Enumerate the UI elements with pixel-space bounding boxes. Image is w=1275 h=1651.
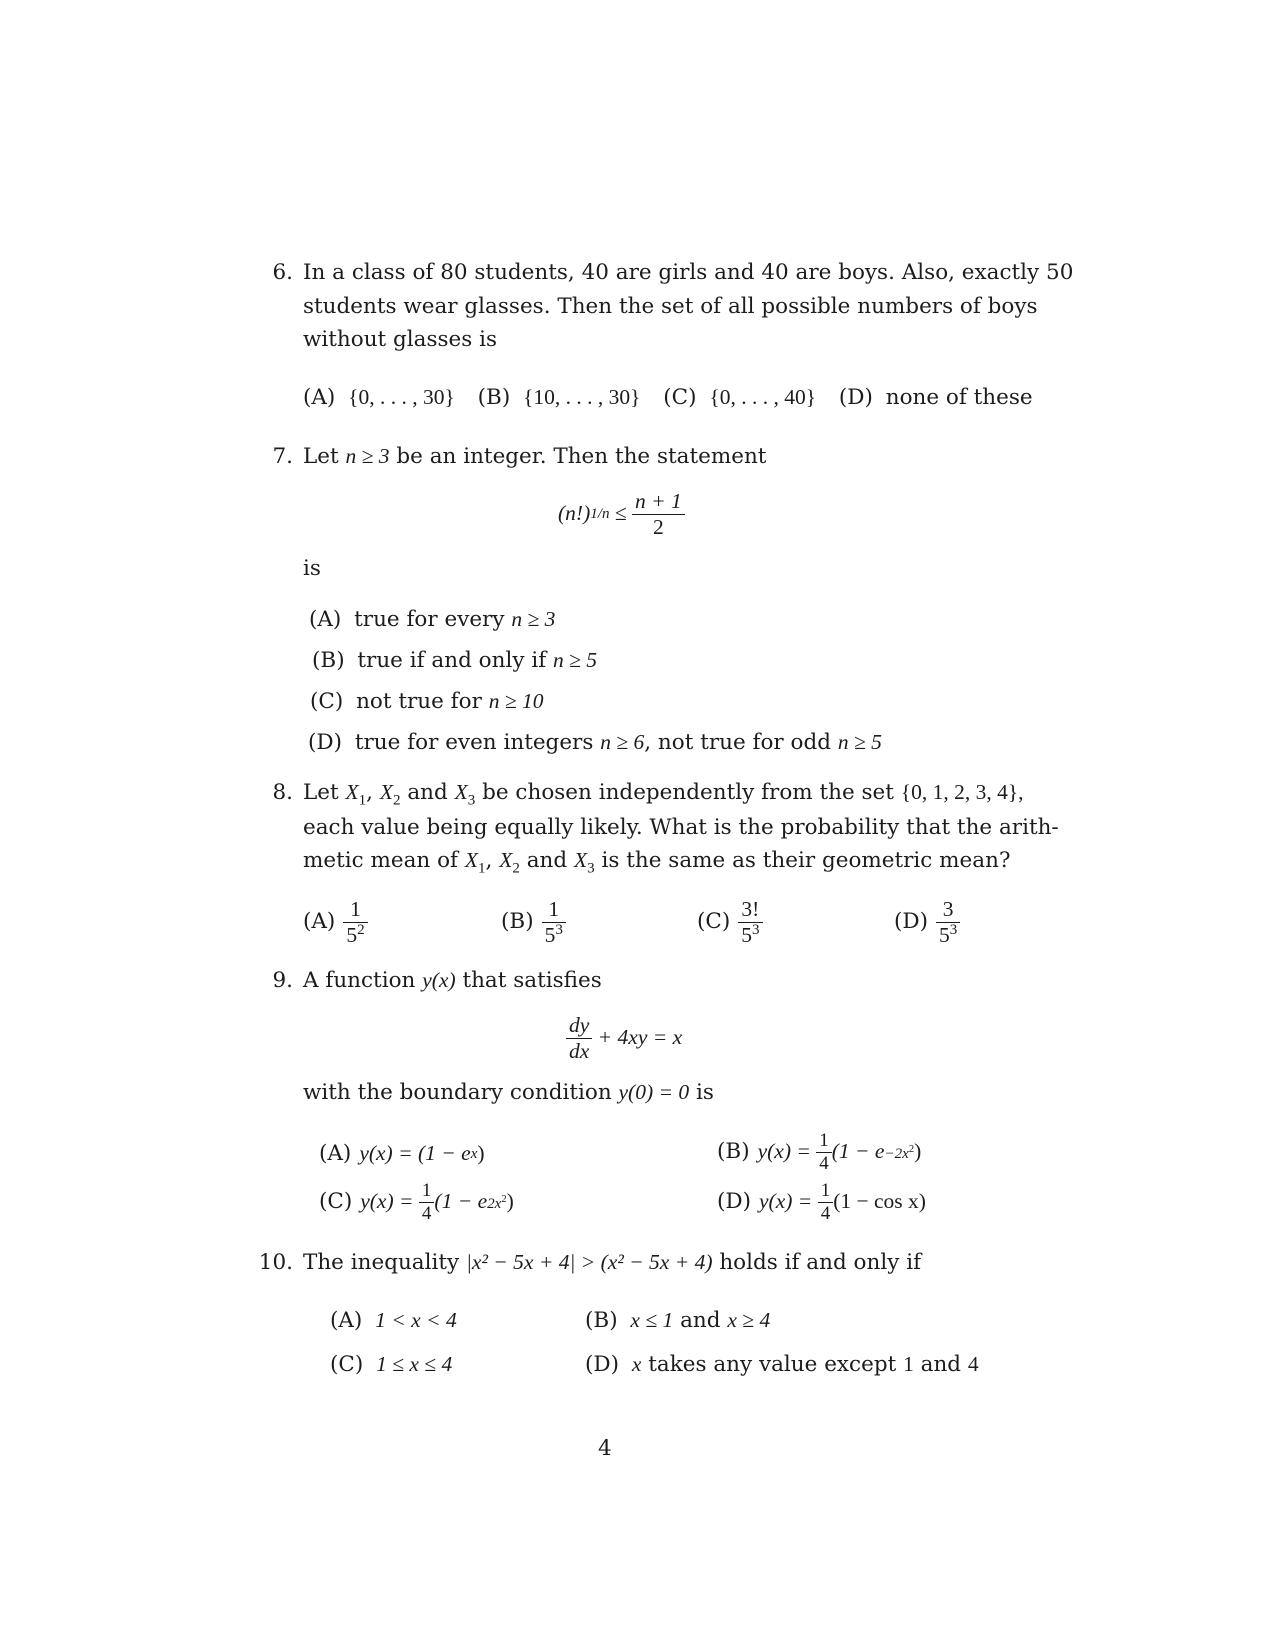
q7-opt-a xyxy=(309,609,555,631)
q9-opt-c-close: ) xyxy=(506,1189,514,1214)
q8-opt-a-frac xyxy=(343,897,367,947)
q7-opt-d-math1: n ≥ 6 xyxy=(600,730,645,754)
q8-opt-c-label: (C) xyxy=(697,909,731,935)
q7-opt-b xyxy=(312,650,597,672)
q8-l3-x3: X xyxy=(573,848,588,872)
q8-l3-x2: X xyxy=(499,848,513,872)
q8-x2-sub: 2 xyxy=(392,792,401,809)
q8-x3-sub: 3 xyxy=(467,792,476,809)
q9-opt-c-sq: 2 xyxy=(501,1193,507,1205)
q7-opt-c-label: (C) xyxy=(310,689,344,714)
q6-number: 6. xyxy=(272,260,293,285)
q8-line3 xyxy=(303,848,1011,877)
q7-formula-frac xyxy=(632,489,685,539)
q9-equation xyxy=(566,1012,682,1064)
q10-stem-a: The inequality xyxy=(303,1250,466,1275)
q8-line2: each value being equally likely. What is the probability that the arith- xyxy=(303,815,1059,840)
q6-opt-d: none of these xyxy=(885,385,1033,410)
q9-opt-d-frac xyxy=(818,1180,834,1225)
q9-bc-b: is xyxy=(689,1080,714,1105)
q9-opt-d-yx: y(x) = xyxy=(759,1189,818,1214)
q8-l1-a: Let xyxy=(303,780,346,805)
q9-opt-c-den: 4 xyxy=(419,1202,435,1225)
q8-opt-a-label: (A) xyxy=(303,909,336,935)
q9-stem xyxy=(303,970,602,992)
q8-opt-b-exp: 3 xyxy=(555,921,563,938)
q7-opt-d-text1: true for even integers xyxy=(354,730,601,755)
q8-x3: X xyxy=(454,780,468,804)
q9-opt-c-yx: y(x) = xyxy=(360,1189,419,1214)
q8-opt-a-den: 5 xyxy=(346,922,358,947)
q6-line3: without glasses is xyxy=(303,327,498,352)
q7-frac-num: n + 1 xyxy=(635,488,682,513)
q6-opt-a-label: (A) xyxy=(303,385,336,410)
q9-opt-b-sq: 2 xyxy=(908,1143,915,1155)
q7-stem-var: n ≥ 3 xyxy=(345,444,390,468)
q10-opt-c-math: 1 ≤ x ≤ 4 xyxy=(376,1352,453,1376)
q8-opt-d-exp: 3 xyxy=(949,921,958,938)
q8-comma: , xyxy=(366,780,380,805)
q8-opt-a-exp: 2 xyxy=(357,921,365,938)
q8-opt-b-num: 1 xyxy=(548,896,560,921)
q8-opt-a-num: 1 xyxy=(350,896,361,921)
q9-opt-b-den: 4 xyxy=(816,1152,832,1175)
q8-number: 8. xyxy=(272,780,293,805)
q10-opt-c-label: (C) xyxy=(330,1352,364,1377)
q9-opt-b-close: ) xyxy=(914,1139,922,1164)
q6-options xyxy=(303,387,1033,409)
q9-opt-d-label: (D) xyxy=(717,1189,752,1215)
q9-opt-c-rest: (1 − e xyxy=(434,1189,488,1214)
q10-stem-math: |x² − 5x + 4| > (x² − 5x + 4) xyxy=(466,1250,713,1274)
q9-opt-c-num: 1 xyxy=(421,1179,432,1201)
q8-opt-d-label: (D) xyxy=(894,909,929,935)
q9-opt-c-exp: 2x xyxy=(487,1196,502,1212)
q7-stem xyxy=(303,446,766,468)
q8-opt-d-frac xyxy=(936,897,960,947)
q9-number: 9. xyxy=(272,968,293,993)
q8-opt-d-num: 3 xyxy=(942,896,954,921)
q10-opt-b-m1: x ≤ 1 xyxy=(630,1308,674,1332)
q9-bc-a: with the boundary condition xyxy=(303,1080,619,1105)
q10-opt-c xyxy=(330,1354,452,1376)
q9-opt-d-rest: (1 − cos x) xyxy=(833,1189,926,1214)
q7-opt-c-text: not true for xyxy=(356,689,489,714)
q7-opt-b-label: (B) xyxy=(312,648,345,673)
q10-opt-d-1: 1 xyxy=(903,1352,914,1376)
q9-opt-b-label: (B) xyxy=(717,1139,750,1165)
q9-opt-a: (A) y(x) = (1 − e x ) xyxy=(319,1141,485,1167)
q10-opt-d-label: (D) xyxy=(585,1352,620,1377)
q7-number: 7. xyxy=(272,444,293,469)
q10-opt-b xyxy=(585,1310,770,1332)
q6-opt-c-label: (C) xyxy=(663,385,697,410)
q8-x1: X xyxy=(345,780,359,804)
q9-opt-d-num: 1 xyxy=(820,1179,831,1201)
q9-opt-b-num: 1 xyxy=(819,1129,829,1151)
q8-opt-b-label: (B) xyxy=(501,909,534,935)
q8-opt-c xyxy=(697,896,763,948)
q9-eq-den: dx xyxy=(566,1038,592,1064)
q7-opt-c-math: n ≥ 10 xyxy=(488,689,544,713)
q7-opt-d-text2: , not true for odd xyxy=(644,730,838,755)
q8-opt-b-frac xyxy=(542,897,566,947)
q6-line1: In a class of 80 students, 40 are girls and 40 are boys. Also, exactly 50 xyxy=(303,260,1074,285)
q10-opt-b-label: (B) xyxy=(585,1308,618,1333)
q9-stem-a: A function xyxy=(303,968,423,993)
q7-opt-a-text: true for every xyxy=(354,607,512,632)
q9-opt-c xyxy=(319,1177,514,1227)
q7-frac-den: 2 xyxy=(632,514,685,540)
q10-opt-b-and: and xyxy=(673,1308,728,1333)
q10-stem-b: holds if and only if xyxy=(712,1250,922,1275)
q9-opt-b-exp: −2x xyxy=(884,1146,909,1162)
q9-opt-d xyxy=(717,1177,926,1227)
q9-opt-d-den: 4 xyxy=(818,1202,834,1225)
q8-l3-b: is the same as their geometric mean? xyxy=(594,848,1011,873)
q10-opt-d xyxy=(585,1354,979,1376)
q9-opt-b-rest: (1 − e xyxy=(831,1139,885,1164)
q8-opt-d-den: 5 xyxy=(939,922,950,947)
q7-opt-a-label: (A) xyxy=(309,607,342,632)
q8-l3-x3-sub: 3 xyxy=(587,860,595,877)
q8-l3-x1: X xyxy=(464,848,478,872)
q8-opt-c-exp: 3 xyxy=(751,921,760,938)
q7-formula-lhs: (n!) xyxy=(558,501,591,526)
q7-opt-d-label: (D) xyxy=(308,730,343,755)
q6-line2: students wear glasses. Then the set of all possible numbers of boys xyxy=(303,294,1038,319)
q10-opt-b-m2: x ≥ 4 xyxy=(727,1308,771,1332)
q7-opt-b-text: true if and only if xyxy=(357,648,553,673)
q10-number: 10. xyxy=(258,1250,293,1275)
q9-eq-rest: + 4xy = x xyxy=(592,1025,683,1050)
q9-opt-a-label: (A) xyxy=(319,1141,352,1167)
q6-opt-a: {0, . . . , 30} xyxy=(348,385,455,409)
q7-stem-b: be an integer. Then the statement xyxy=(389,444,767,469)
q7-formula: (n!) 1/n ≤ $\frac{n + 1}{2}$ xyxy=(558,489,685,539)
q8-line1 xyxy=(303,780,1024,809)
q8-opt-b xyxy=(501,896,566,948)
q6-opt-d-label: (D) xyxy=(838,385,873,410)
q9-opt-c-label: (C) xyxy=(319,1189,353,1215)
q8-set: {0, 1, 2, 3, 4}, xyxy=(900,780,1024,804)
q10-opt-a-math: 1 < x < 4 xyxy=(375,1308,457,1332)
q9-opt-b xyxy=(717,1127,921,1177)
q10-opt-d-m: x xyxy=(631,1352,642,1376)
q8-x2: X xyxy=(379,780,393,804)
q7-opt-a-math: n ≥ 3 xyxy=(511,607,556,631)
q9-eq-frac xyxy=(566,1013,592,1063)
q9-opt-a-expr: y(x) = (1 − e xyxy=(359,1141,471,1166)
q9-eq-num: dy xyxy=(569,1012,590,1037)
q7-formula-rel: ≤ xyxy=(609,501,633,526)
q10-opt-a xyxy=(330,1310,457,1332)
q8-and: and xyxy=(400,780,455,805)
q6-opt-b-label: (B) xyxy=(477,385,511,410)
q9-bc-math: y(0) = 0 xyxy=(618,1080,690,1104)
q10-opt-d-t2: and xyxy=(913,1352,968,1377)
q8-l3-comma: , xyxy=(485,848,500,873)
q8-l3-x1-sub: 1 xyxy=(478,860,486,877)
q8-l3-x2-sub: 2 xyxy=(512,860,520,877)
q9-opt-a-close: ) xyxy=(477,1141,485,1166)
q8-opt-a xyxy=(303,896,368,948)
q7-opt-b-math: n ≥ 5 xyxy=(553,648,598,672)
q8-l3-a: metic mean of xyxy=(303,848,465,873)
q10-opt-a-label: (A) xyxy=(330,1308,363,1333)
q10-stem xyxy=(303,1252,921,1274)
q9-opt-b-yx: y(x) = xyxy=(757,1139,817,1164)
q8-opt-c-den: 5 xyxy=(741,922,752,947)
q7-opt-d xyxy=(308,732,882,754)
q8-opt-b-den: 5 xyxy=(544,922,556,947)
q6-opt-b: {10, . . . , 30} xyxy=(523,385,641,409)
q8-l3-and: and xyxy=(519,848,574,873)
q7-opt-c xyxy=(310,691,544,713)
q8-opt-c-num: 3! xyxy=(741,896,760,921)
q6-opt-c: {0, . . . , 40} xyxy=(709,385,817,409)
q9-opt-b-frac xyxy=(816,1130,832,1175)
q8-opt-c-frac xyxy=(738,897,762,947)
q7-stem-a: Let xyxy=(303,444,346,469)
q8-opt-d xyxy=(894,896,960,948)
q10-opt-d-t1: takes any value except xyxy=(641,1352,904,1377)
q7-opt-d-math2: n ≥ 5 xyxy=(837,730,882,754)
q7-tail: is xyxy=(303,556,321,581)
q9-bc xyxy=(303,1082,714,1104)
q9-stem-math: y(x) xyxy=(422,968,456,992)
q8-l1-b: be chosen independently from the set xyxy=(475,780,901,805)
q9-stem-b: that satisfies xyxy=(455,968,602,993)
q8-x1-sub: 1 xyxy=(358,792,367,809)
q9-opt-c-frac xyxy=(419,1180,435,1225)
q10-opt-d-4: 4 xyxy=(967,1352,979,1376)
page-number: 4 xyxy=(598,1436,612,1461)
